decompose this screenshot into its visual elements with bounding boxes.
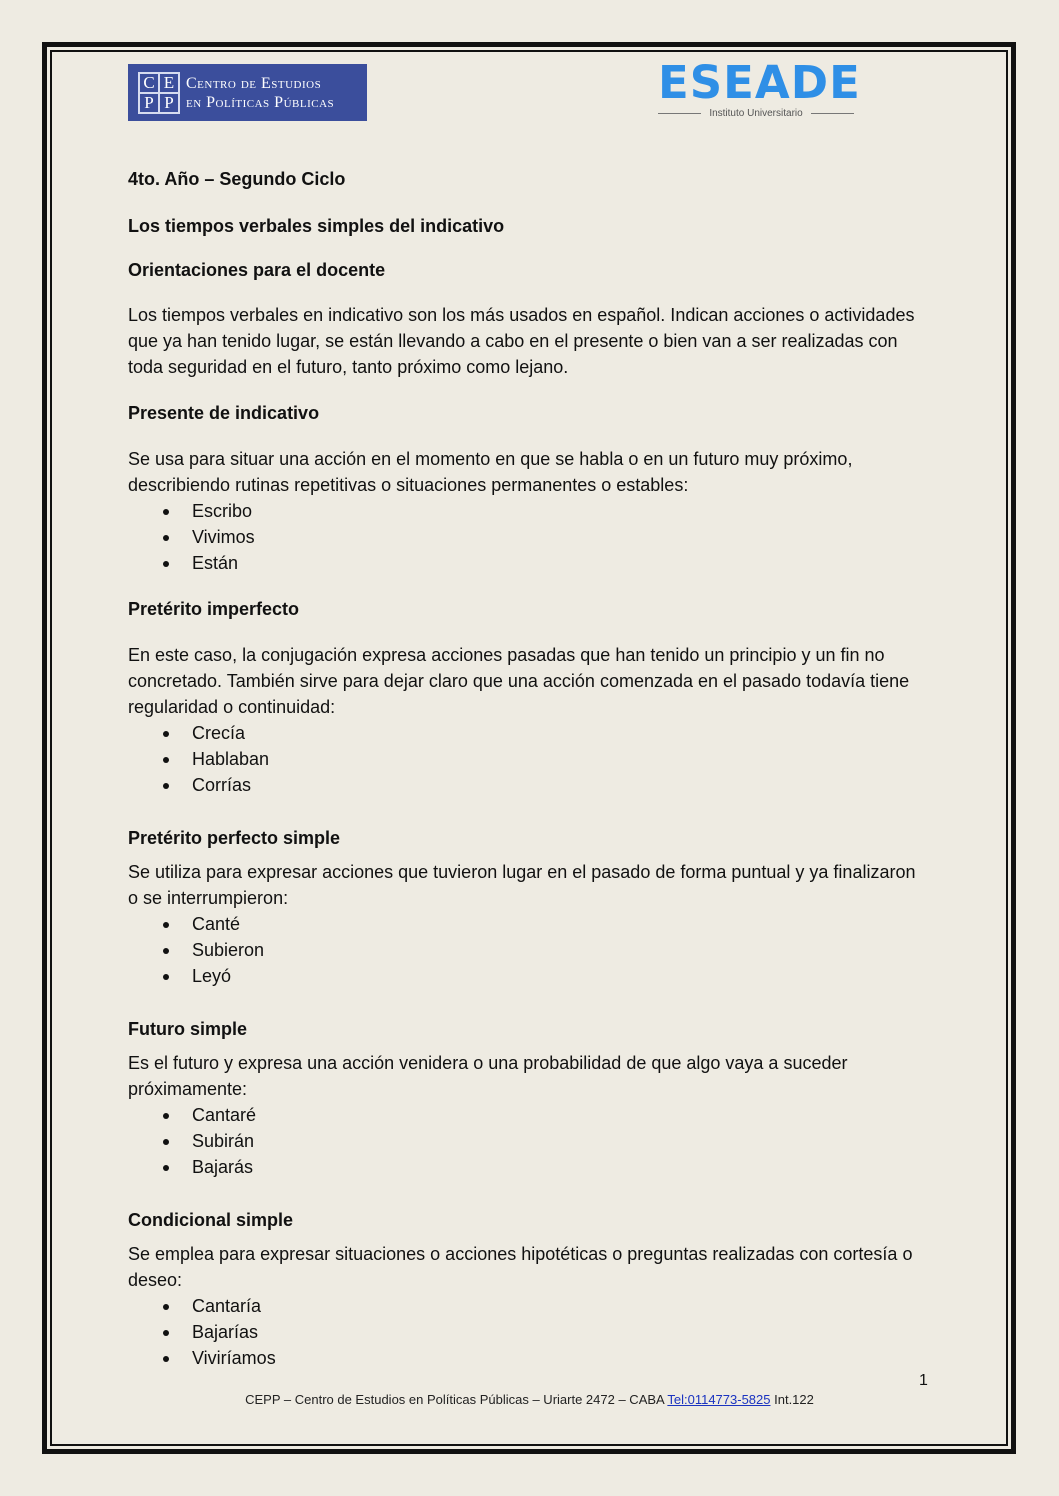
example-list (128, 1293, 928, 1371)
section-heading: Condicional simple (128, 1210, 294, 1230)
intro-paragraph: Los tiempos verbales en indicativo son los más usados en español. Indican acciones o actividades que ya han tenido lugar, se están llevando a cabo en el presente o bien van a ser realizadas con toda seguridad en el futuro, tanto próximo como lejano. (128, 305, 915, 377)
divider (811, 113, 854, 114)
example-list (128, 1102, 928, 1180)
list-item: Crecía (128, 720, 928, 746)
list-item: Están (128, 550, 928, 576)
section-text: Es el futuro y expresa una acción venidera o una probabilidad de que algo vaya a suceder próximamente: (128, 1053, 848, 1099)
list-item: Cantaré (128, 1102, 928, 1128)
cepp-letter: P (139, 93, 159, 113)
cepp-letter: C (139, 73, 159, 93)
example-list (128, 911, 928, 989)
cepp-logo-line2: en Políticas Públicas (186, 93, 335, 111)
cepp-logo (128, 64, 367, 121)
list-item: Viviríamos (128, 1345, 928, 1371)
list-item: Canté (128, 911, 928, 937)
list-item: Bajarías (128, 1319, 928, 1345)
course-label: 4to. Año – Segundo Ciclo (128, 169, 346, 189)
footer-address: CEPP – Centro de Estudios en Políticas Públicas – Uriarte 2472 – CABA (245, 1392, 668, 1407)
example-list (128, 720, 928, 798)
cepp-logo-text (186, 74, 334, 112)
list-item: Vivimos (128, 524, 928, 550)
list-item: Escribo (128, 498, 928, 524)
section-heading: Pretérito imperfecto (128, 599, 300, 619)
footer (0, 1392, 1059, 1407)
document-title: Los tiempos verbales simples del indicativo (128, 216, 505, 236)
list-item: Subirán (128, 1128, 928, 1154)
footer-extension: Int.122 (770, 1392, 814, 1407)
section-heading: Pretérito perfecto simple (128, 828, 341, 848)
eseade-logo (658, 56, 861, 119)
section-text: Se usa para situar una acción en el momento en que se habla o en un futuro muy próximo, describiendo rutinas repetitivas o situaciones permanentes o estables: (128, 449, 853, 495)
cepp-letter: P (159, 93, 179, 113)
eseade-logo-subtitle-row (658, 108, 854, 119)
document-body (128, 166, 928, 1371)
section-text: Se emplea para expresar situaciones o acciones hipotéticas o preguntas realizadas con cortesía o deseo: (128, 1244, 913, 1290)
cepp-monogram (138, 72, 180, 114)
section-futuro-simple (128, 1016, 928, 1180)
section-text: Se utiliza para expresar acciones que tuvieron lugar en el pasado de forma puntual y ya finalizaron o se interrumpieron: (128, 862, 916, 908)
section-condicional-simple (128, 1207, 928, 1371)
list-item: Bajarás (128, 1154, 928, 1180)
section-presente (128, 400, 928, 576)
section-preterito-perfecto-simple (128, 825, 928, 989)
list-item: Subieron (128, 937, 928, 963)
example-list (128, 498, 928, 576)
section-text: En este caso, la conjugación expresa acciones pasadas que han tenido un principio y un fin no concretado. También sirve para dejar claro que una acción comenzada en el pasado todavía tiene regularidad o continuidad: (128, 645, 910, 717)
eseade-logo-subtitle: Instituto Universitario (709, 108, 803, 119)
guidance-heading: Orientaciones para el docente (128, 260, 386, 280)
cepp-logo-line1: Centro de Estudios (186, 74, 322, 92)
section-heading: Presente de indicativo (128, 403, 320, 423)
divider (658, 113, 701, 114)
section-heading: Futuro simple (128, 1019, 248, 1039)
section-preterito-imperfecto (128, 596, 928, 798)
phone-link[interactable]: Tel:0114773-5825 (667, 1392, 771, 1407)
list-item: Cantaría (128, 1293, 928, 1319)
list-item: Leyó (128, 963, 928, 989)
eseade-logo-name: ESEADE (658, 56, 861, 109)
cepp-letter: E (159, 73, 179, 93)
list-item: Hablaban (128, 746, 928, 772)
page-number: 1 (919, 1372, 928, 1389)
list-item: Corrías (128, 772, 928, 798)
